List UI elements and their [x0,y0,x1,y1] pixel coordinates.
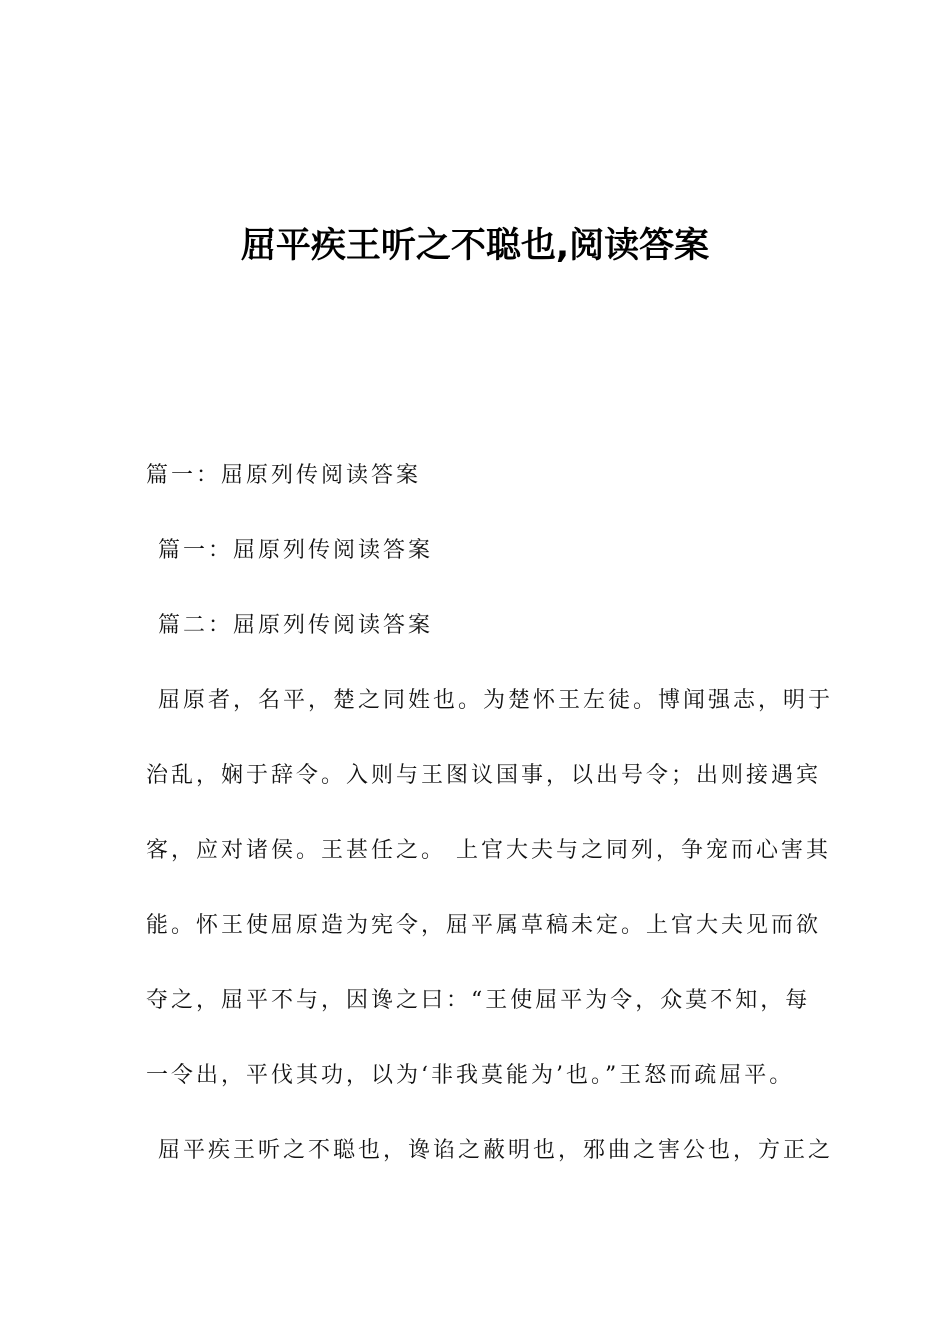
text-line: 客，应对诸侯。王甚任之。 上官大夫与之同列，争宠而心害其 [146,838,831,863]
text-line: 夺之，屈平不与，因谗之曰：“王使屈平为令，众莫不知，每 [146,988,811,1013]
text-line: 治乱，娴于辞令。入则与王图议国事，以出号令；出则接遇宾 [146,763,822,788]
text-line-heading-2: 篇一：屈原列传阅读答案 [158,538,434,563]
text-line: 能。怀王使屈原造为宪令，屈平属草稿未定。上官大夫见而欲 [146,913,822,938]
text-line-paragraph-start: 屈原者，名平，楚之同姓也。为楚怀王左徒。博闻强志，明于 [158,688,834,713]
text-line-heading-3: 篇二：屈原列传阅读答案 [158,613,434,638]
document-body [146,456,836,1206]
text-line: 一令出，平伐其功，以为‘非我莫能为’也。”王怒而疏屈平。 [146,1063,795,1088]
document-title: 屈平疾王听之不聪也,阅读答案 [240,226,710,266]
text-line-heading-1: 篇一：屈原列传阅读答案 [146,463,422,488]
text-line-paragraph-start: 屈平疾王听之不聪也，谗谄之蔽明也，邪曲之害公也，方正之 [158,1138,834,1163]
